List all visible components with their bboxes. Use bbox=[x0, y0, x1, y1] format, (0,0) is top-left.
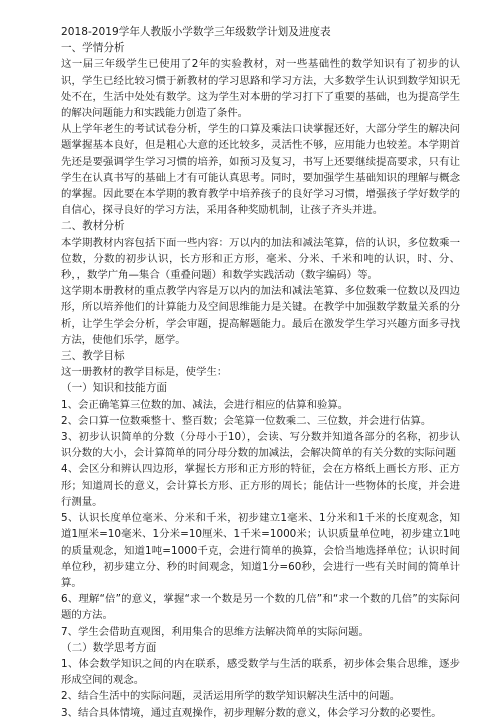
paragraph-learning-analysis-1: 这一届三年级学生已使用了2年的实验教材，对一些基础性的数学知识有了初步的认识，学生已经比较习惯于新教材的学习思路和学习方法，大多数学生认识到数学知识无处不在，生活中处处有数学。这为学生对本册的学习打下了重要的基础，也为提高学生的解决问题能力和实践能力创造了条件。 bbox=[61, 58, 460, 120]
list-item-goal-1: 1、会正确笔算三位数的加、减法，会进行相应的估算和验算。 bbox=[61, 398, 349, 411]
document-title: 2018-2019学年人教版小学数学三年级数学计划及进度表 bbox=[61, 26, 331, 38]
list-item-thinking-3: 3、结合具体情境，通过直观操作，初步理解分数的意义，体会学习分数的必要性。 bbox=[61, 706, 442, 719]
list-item-goal-4: 4、会区分和辨认四边形，掌握长方形和正方形的特征，会在方格纸上画长方形、正方形；知道周长的意义，会计算长方形、正方形的周长；能估计一些物体的长度，并会进行测量。 bbox=[61, 463, 460, 508]
list-item-goal-3: 3、初步认识简单的分数（分母小于10），会读、写分数并知道各部分的名称，初步认识分数的大小，会计算简单的同分母分数的加减法，会解决简单的有关分数的实际问题 bbox=[61, 431, 460, 460]
subheading-knowledge-skills: （一）知识和技能方面 bbox=[61, 382, 167, 395]
section-heading-learning-analysis: 一、学情分析 bbox=[61, 42, 125, 55]
list-item-goal-6: 6、理解“倍”的意义，掌握“求一个数是另一个数的几倍”和“求一个数的几倍”的实际问题的方法。 bbox=[61, 593, 460, 622]
section-heading-textbook-analysis: 二、教材分析 bbox=[61, 220, 125, 233]
paragraph-goals-intro: 这一册教材的教学目标是，使学生： bbox=[61, 366, 228, 379]
paragraph-textbook-analysis-2: 这学期本册教材的重点教学内容是万以内的加法和减法笔算、多位数乘一位数以及四边形，所以培养他们的计算能力及空间思维能力是关键。在教学中加强数学数量关系的分析，让学生学会分析，学会审题，提高解题能力。最后在激发学生学习兴趣方面多寻找方法，使他们乐学，愿学。 bbox=[61, 285, 460, 346]
list-item-goal-2: 2、会口算一位数乘整十、整百数；会笔算一位数乘二、三位数，并会进行估算。 bbox=[61, 414, 432, 427]
paragraph-learning-analysis-2: 从上学年老生的考试试卷分析，学生的口算及乘法口诀掌握还好，大部分学生的解决问题掌握基本良好，但是粗心大意的还比较多，灵活性不够，应用能力也较差。本学期首先还是要强调学生学习习惯的培养，如预习及复习，书写上还要继续提高要求，只有让学生在认真书写的基础上才有可能认真思考。同时，要加强学生基础知识的理解与概念的掌握。因此要在本学期的教育教学中培养孩子的良好学习习惯，增强孩子学好数学的自信心，探寻良好的学习方法，采用各种奖励机制，让孩子齐头并进。 bbox=[61, 123, 460, 217]
subheading-math-thinking: （二）数学思考方面 bbox=[61, 641, 157, 654]
section-heading-teaching-goals: 三、教学目标 bbox=[61, 350, 125, 363]
list-item-goal-7: 7、学生会借助直观图，利用集合的思维方法解决简单的实际问题。 bbox=[61, 625, 369, 638]
list-item-goal-5: 5、认识长度单位毫米、分米和千米，初步建立1毫米、1分米和1千米的长度观念，知道1厘米=10毫米、1分米=10厘米、1千米=1000米；认识质量单位吨，初步建立1吨的质量观念，知道1吨=1000千克，会进行简单的换算，会恰当地选择单位；认识时间单位秒，初步建立分、秒的时间观念，知道1分=60秒，会进行一些有关时间的简单计算。 bbox=[61, 512, 460, 589]
list-item-thinking-2: 2、结合生活中的实际问题，灵活运用所学的数学知识解决生活中的问题。 bbox=[61, 690, 401, 703]
paragraph-textbook-analysis-1: 本学期教材内容包括下面一些内容：万以内的加法和减法笔算，倍的认识，多位数乘一位数，分数的初步认识，长方形和正方形，毫米、分米、千米和吨的认识，时、分、秒，，数学广角—集合（重叠问题）和数学实践活动（数字编码）等。 bbox=[61, 236, 460, 282]
list-item-thinking-1: 1、体会数学知识之间的内在联系，感受数学与生活的联系，初步体会集合思维，逐步形成空间的观念。 bbox=[61, 657, 460, 687]
